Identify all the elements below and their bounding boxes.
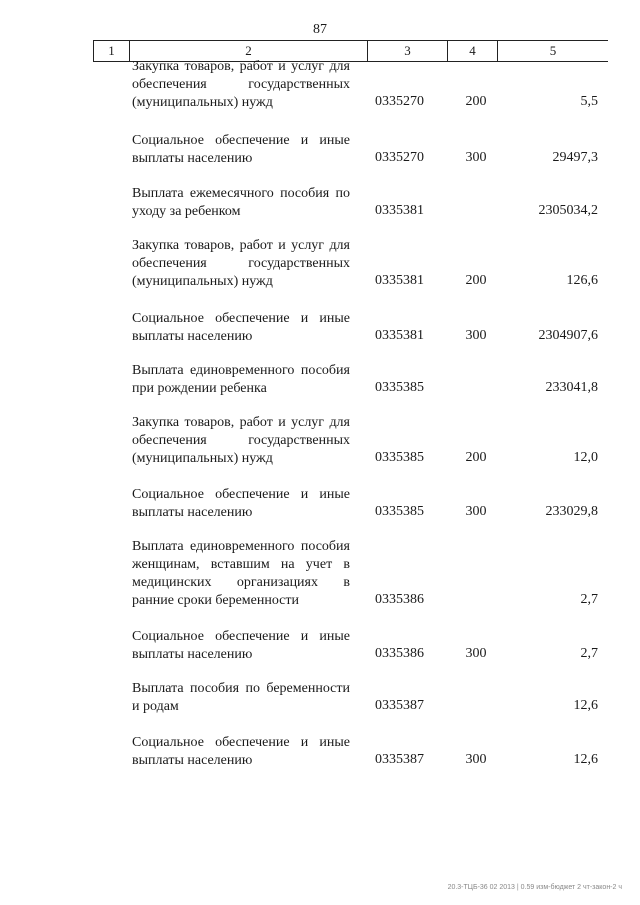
row-description: Социальное обеспечение и иные выплаты населению [132, 133, 350, 166]
row-description: Выплата единовременного пособия при рождении ребенка [132, 363, 350, 396]
row-amount: 2,7 [580, 646, 598, 661]
row-code: 0335387 [375, 698, 424, 713]
row-kind: 300 [465, 504, 487, 519]
row-code: 0335387 [375, 752, 424, 767]
row-description: Социальное обеспечение и иные выплаты населению [132, 487, 350, 520]
header-col-4: 4 [448, 41, 498, 61]
row-description: Выплата пособия по беременности и родам [132, 681, 350, 714]
row-description: Выплата единовременного пособия женщинам, вставшим на учет в медицинских организациях в ранние сроки беременности [132, 539, 350, 608]
row-amount: 126,6 [566, 273, 598, 288]
row-kind: 300 [465, 150, 487, 165]
row-description: Закупка товаров, работ и услуг для обеспечения государственных (муниципальных) нужд [132, 238, 350, 289]
row-code: 0335386 [375, 646, 424, 661]
row-kind: 200 [465, 450, 487, 465]
row-code: 0335385 [375, 450, 424, 465]
row-amount: 2305034,2 [538, 203, 598, 218]
row-kind: 300 [465, 646, 487, 661]
row-description: Социальное обеспечение и иные выплаты населению [132, 311, 350, 344]
row-kind: 300 [465, 752, 487, 767]
row-description: Социальное обеспечение и иные выплаты населению [132, 629, 350, 662]
header-col-1: 1 [94, 41, 130, 61]
row-amount: 233029,8 [545, 504, 598, 519]
header-col-5: 5 [549, 43, 557, 58]
row-amount: 2304907,6 [538, 328, 598, 343]
footer-file-stamp: 20.3-ТЦБ-36 02 2013 | 0.59 изм-бюджет 2 чт-закон-2 ч [447, 884, 622, 891]
row-code: 0335381 [375, 328, 424, 343]
row-code: 0335381 [375, 203, 424, 218]
row-kind: 200 [465, 94, 487, 109]
row-description: Закупка товаров, работ и услуг для обеспечения государственных (муниципальных) нужд [132, 59, 350, 110]
row-code: 0335270 [375, 150, 424, 165]
row-code: 0335385 [375, 504, 424, 519]
row-kind: 300 [465, 328, 487, 343]
row-code: 0335385 [375, 380, 424, 395]
row-amount: 12,6 [573, 698, 598, 713]
row-code: 0335270 [375, 94, 424, 109]
header-col-2: 2 [130, 41, 368, 61]
header-col-3: 3 [368, 41, 448, 61]
row-amount: 12,0 [573, 450, 598, 465]
row-code: 0335381 [375, 273, 424, 288]
row-amount: 2,7 [580, 592, 598, 607]
row-kind: 200 [465, 273, 487, 288]
row-amount: 12,6 [573, 752, 598, 767]
row-description: Закупка товаров, работ и услуг для обеспечения государственных (муниципальных) нужд [132, 415, 350, 466]
row-amount: 5,5 [580, 94, 598, 109]
row-amount: 233041,8 [545, 380, 598, 395]
row-amount: 29497,3 [552, 150, 598, 165]
row-description: Социальное обеспечение и иные выплаты населению [132, 735, 350, 768]
row-description: Выплата ежемесячного пособия по уходу за ребенком [132, 186, 350, 219]
page-number: 87 [313, 22, 327, 37]
row-code: 0335386 [375, 592, 424, 607]
